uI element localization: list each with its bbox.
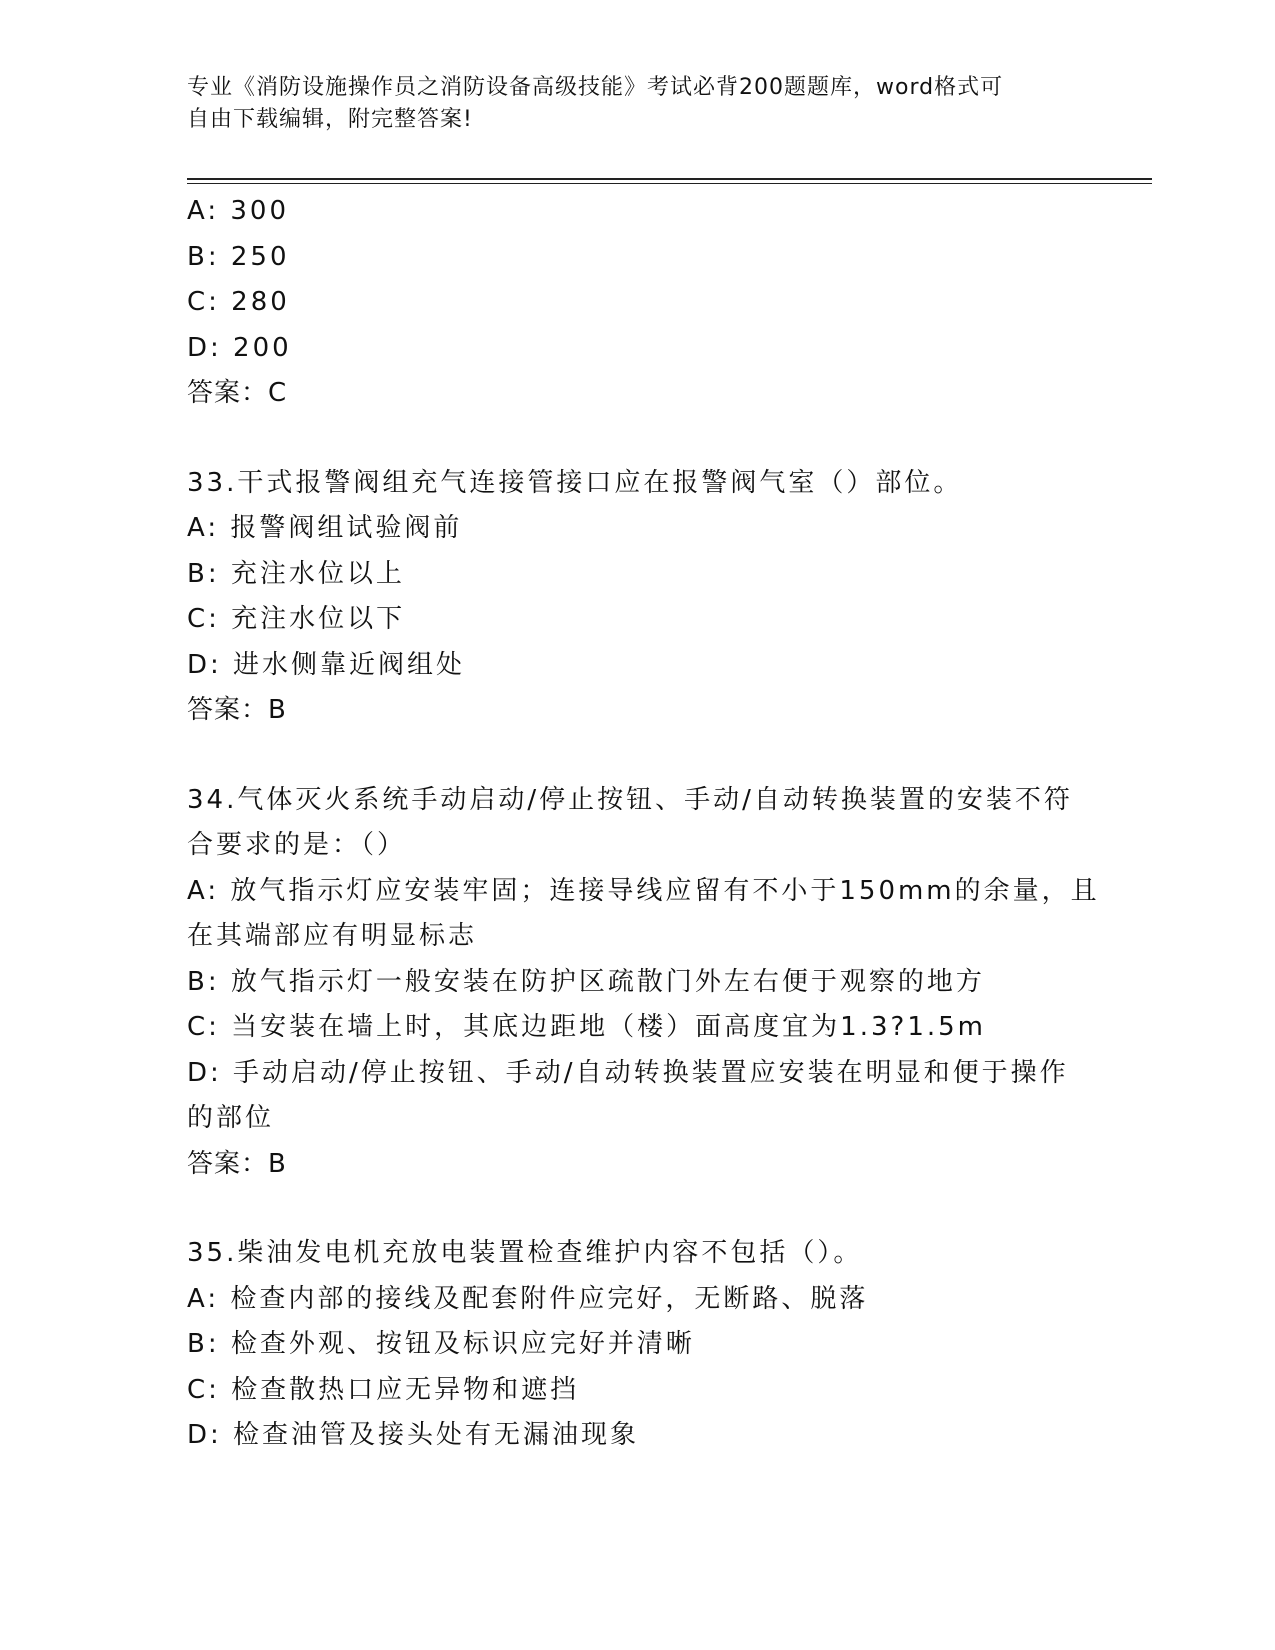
q33-option-c: C: 充注水位以下 xyxy=(187,604,406,634)
q34-option-a-line-2: 在其端部应有明显标志 xyxy=(187,921,478,951)
q32-option-d: D: 200 xyxy=(187,332,292,363)
q34-question-line-1: 34.气体灭火系统手动启动/停止按钮、手动/自动转换装置的安装不符 xyxy=(187,784,1073,815)
q34-answer: 答案：B xyxy=(187,1148,287,1179)
q35-option-c: C: 检查散热口应无异物和遮挡 xyxy=(187,1374,580,1405)
q34-option-b: B: 放气指示灯一般安装在防护区疏散门外左右便于观察的地方 xyxy=(187,966,985,997)
header-line-1: 专业《消防设施操作员之消防设备高级技能》考试必背200题题库，word格式可 xyxy=(187,75,1004,100)
header-rule-thin xyxy=(187,183,1152,184)
q34-option-a-line-1: A: 放气指示灯应安装牢固；连接导线应留有不小于150mm的余量，且 xyxy=(187,875,1100,906)
q35-option-b: B: 检查外观、按钮及标识应完好并清晰 xyxy=(187,1329,695,1359)
q33-option-a: A: 报警阀组试验阀前 xyxy=(187,513,463,543)
spacer xyxy=(187,1187,1087,1231)
header-rule-thick xyxy=(187,178,1152,180)
document-header xyxy=(187,72,1067,136)
header-line-2: 自由下载编辑，附完整答案! xyxy=(187,107,473,132)
q32-option-a: A: 300 xyxy=(187,196,289,226)
q34-option-d-line-1: D: 手动启动/停止按钮、手动/自动转换装置应安装在明显和便于操作 xyxy=(187,1057,1069,1088)
q32-answer: 答案：C xyxy=(187,378,288,408)
question-35-block xyxy=(187,1231,1087,1459)
q33-option-b: B: 充注水位以上 xyxy=(187,558,405,589)
q32-option-b: B: 250 xyxy=(187,241,290,272)
question-34-block xyxy=(187,778,1100,1188)
q34-option-d-line-2: 的部位 xyxy=(187,1103,275,1133)
q33-answer: 答案：B xyxy=(187,695,287,725)
q34-option-c: C: 当安装在墙上时，其底边距地（楼）面高度宜为1.3?1.5m xyxy=(187,1012,987,1042)
q35-question: 35.柴油发电机充放电装置检查维护内容不包括（）。 xyxy=(187,1238,863,1268)
document-body xyxy=(187,189,1100,1459)
q33-question: 33.干式报警阀组充气连接管接口应在报警阀气室（）部位。 xyxy=(187,467,963,498)
q35-option-a: A: 检查内部的接线及配套附件应完好，无断路、脱落 xyxy=(187,1283,869,1314)
q34-question-line-2: 合要求的是：（） xyxy=(187,830,407,860)
spacer xyxy=(187,417,1087,461)
q32-option-c: C: 280 xyxy=(187,287,290,317)
question-33-block xyxy=(187,461,1087,734)
q35-option-d: D: 检查油管及接头处有无漏油现象 xyxy=(187,1420,640,1450)
question-32-block xyxy=(187,189,1087,417)
q33-option-d: D: 进水侧靠近阀组处 xyxy=(187,649,466,680)
spacer xyxy=(187,734,1087,778)
